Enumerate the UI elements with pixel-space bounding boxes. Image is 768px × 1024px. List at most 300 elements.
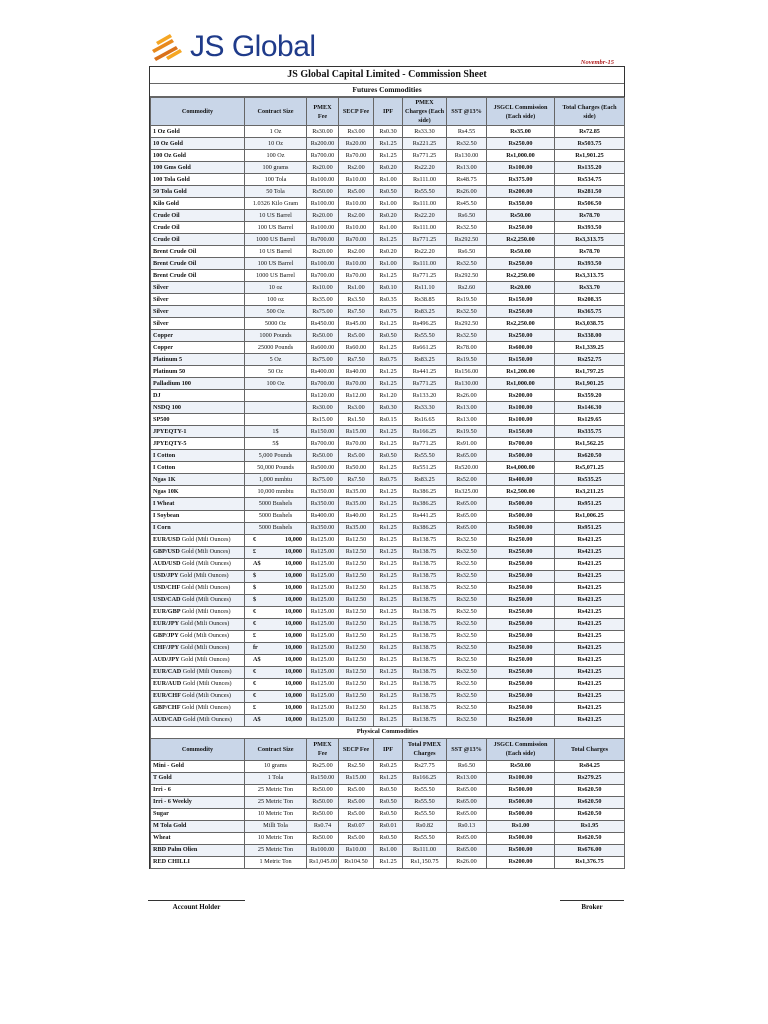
fx-pair: GBP/CHF	[153, 704, 181, 712]
table-cell: Rs1.50	[339, 414, 374, 426]
table-cell: Rs250.00	[487, 306, 555, 318]
table-cell: Rs125.00	[307, 702, 339, 714]
futures-row	[151, 522, 625, 534]
fx-description: Gold (Mili Ounces)	[182, 560, 231, 568]
table-cell: Rs1.00	[487, 820, 555, 832]
table-cell: Rs292.50	[447, 270, 487, 282]
table-cell: Crude Oil	[151, 222, 245, 234]
table-cell: Rs1.25	[374, 666, 403, 678]
table-cell: Rs55.50	[403, 796, 447, 808]
table-cell: Rs50.00	[307, 808, 339, 820]
table-cell: 5000 Bushels	[245, 522, 307, 534]
fx-gold-row	[151, 702, 625, 714]
table-cell: 100 oz	[245, 294, 307, 306]
contract-amount: 10,000	[284, 704, 302, 712]
table-cell: Platinum 50	[151, 366, 245, 378]
physical-row	[151, 820, 625, 832]
table-cell: Rs32.50	[447, 606, 487, 618]
table-cell: Rs12.50	[339, 606, 374, 618]
table-cell: Rs0.50	[374, 832, 403, 844]
table-cell: Silver	[151, 306, 245, 318]
table-cell: Rs1,150.75	[403, 856, 447, 868]
table-cell: Rs166.25	[403, 772, 447, 784]
fx-pair: USD/CHF	[153, 584, 180, 592]
table-cell: Rs78.00	[447, 342, 487, 354]
table-cell	[151, 594, 245, 606]
contract-amount: 10,000	[284, 620, 302, 628]
table-cell: 1 Oz	[245, 126, 307, 138]
table-cell: Rs50.00	[487, 760, 555, 772]
table-cell: 50 Tola Gold	[151, 186, 245, 198]
table-cell: Sugar	[151, 808, 245, 820]
table-cell: Rs250.00	[487, 594, 555, 606]
table-cell: Rs0.50	[374, 450, 403, 462]
futures-row	[151, 138, 625, 150]
table-cell: Rs50.00	[487, 210, 555, 222]
table-cell: Rs1,000.00	[487, 150, 555, 162]
table-cell: Rs250.00	[487, 678, 555, 690]
table-cell: 100 Oz	[245, 378, 307, 390]
table-cell: Rs386.25	[403, 498, 447, 510]
table-cell: Rs350.00	[307, 486, 339, 498]
table-cell: Rs65.00	[447, 796, 487, 808]
table-cell: Rs12.50	[339, 714, 374, 726]
fx-gold-row	[151, 642, 625, 654]
table-cell: Rs350.00	[307, 498, 339, 510]
table-cell: Rs12.50	[339, 594, 374, 606]
futures-row	[151, 354, 625, 366]
table-cell: Rs1.25	[374, 342, 403, 354]
table-cell	[151, 618, 245, 630]
table-cell: Rs951.25	[555, 522, 625, 534]
table-cell: Rs100.00	[487, 414, 555, 426]
table-cell: Rs250.00	[487, 330, 555, 342]
table-cell: Rs500.00	[487, 450, 555, 462]
table-cell: Rs250.00	[487, 534, 555, 546]
table-cell: Rs65.00	[447, 844, 487, 856]
table-cell: Rs0.50	[374, 186, 403, 198]
table-cell: RED CHILLI	[151, 856, 245, 868]
table-cell: Rs19.50	[447, 354, 487, 366]
physical-section-title: Physical Commodities	[151, 726, 625, 738]
table-cell: Rs1.25	[374, 594, 403, 606]
table-cell: Rs65.00	[447, 510, 487, 522]
table-cell: Rs1.20	[374, 390, 403, 402]
fx-description: Gold (Mili Ounces)	[181, 584, 231, 592]
table-cell: Rs421.25	[555, 606, 625, 618]
fx-description: Gold (Mili Ounces)	[183, 716, 232, 724]
table-cell: Rs1.25	[374, 702, 403, 714]
table-cell: Rs250.00	[487, 258, 555, 270]
table-cell: Rs200.00	[487, 856, 555, 868]
table-cell: Rs500.00	[307, 462, 339, 474]
table-cell: Rs1,797.25	[555, 366, 625, 378]
table-cell: Rs1,376.75	[555, 856, 625, 868]
table-cell: Rs421.25	[555, 534, 625, 546]
table-cell: Rs32.50	[447, 330, 487, 342]
fx-description: Gold (Mili Ounces)	[182, 668, 232, 676]
table-cell: Rs503.75	[555, 138, 625, 150]
table-cell	[151, 546, 245, 558]
futures-row	[151, 402, 625, 414]
table-cell: Rs1,006.25	[555, 510, 625, 522]
table-cell: Rs1.25	[374, 234, 403, 246]
fx-pair: EUR/USD	[153, 536, 181, 544]
table-cell: Rs78.70	[555, 246, 625, 258]
table-cell: Rs111.00	[403, 174, 447, 186]
table-cell: Rs5.00	[339, 784, 374, 796]
table-cell: Rs250.00	[487, 222, 555, 234]
table-cell: 100 US Barrel	[245, 258, 307, 270]
table-cell: Rs250.00	[487, 570, 555, 582]
table-cell: Rs0.75	[374, 306, 403, 318]
table-cell: Rs250.00	[487, 666, 555, 678]
table-cell: Rs11.10	[403, 282, 447, 294]
table-cell: Rs421.25	[555, 690, 625, 702]
table-cell: Rs100.00	[487, 402, 555, 414]
table-cell: Rs1.25	[374, 318, 403, 330]
table-cell: Rs400.00	[307, 366, 339, 378]
table-cell: Rs1.25	[374, 438, 403, 450]
table-cell: Rs33.30	[403, 126, 447, 138]
column-header: SECP Fee	[339, 738, 374, 760]
table-cell: Rs200.00	[487, 186, 555, 198]
table-cell: Rs55.50	[403, 808, 447, 820]
table-cell: Rs1,901.25	[555, 378, 625, 390]
table-cell	[245, 594, 307, 606]
table-cell: Rs2,250.00	[487, 318, 555, 330]
futures-row	[151, 342, 625, 354]
table-cell: Rs534.75	[555, 174, 625, 186]
table-cell	[151, 630, 245, 642]
table-cell: Rs55.50	[403, 832, 447, 844]
fx-gold-row	[151, 546, 625, 558]
table-cell: Rs292.50	[447, 318, 487, 330]
table-cell: Copper	[151, 330, 245, 342]
table-cell: Rs104.50	[339, 856, 374, 868]
table-cell: Rs6.50	[447, 210, 487, 222]
table-cell: 10 Oz	[245, 138, 307, 150]
table-cell: Rs20.00	[307, 162, 339, 174]
table-cell: Rs78.70	[555, 210, 625, 222]
table-cell: 1000 Pounds	[245, 330, 307, 342]
table-cell: Rs250.00	[487, 606, 555, 618]
fx-pair: AUD/JPY	[153, 656, 180, 664]
table-cell: Rs0.50	[374, 784, 403, 796]
table-cell: Rs500.00	[487, 796, 555, 808]
futures-row	[151, 198, 625, 210]
table-cell: Rs5.00	[339, 808, 374, 820]
fx-gold-row	[151, 570, 625, 582]
table-cell: Rs19.50	[447, 426, 487, 438]
table-cell: Rs138.75	[403, 630, 447, 642]
futures-row	[151, 438, 625, 450]
table-cell: Ngas 10K	[151, 486, 245, 498]
table-cell: Rs281.50	[555, 186, 625, 198]
table-cell: Rs1,000.00	[487, 378, 555, 390]
table-cell: Rs26.00	[447, 186, 487, 198]
table-cell	[245, 414, 307, 426]
table-cell: Rs1.25	[374, 510, 403, 522]
table-cell: I Soybean	[151, 510, 245, 522]
table-cell: Rs75.00	[307, 306, 339, 318]
table-cell: Rs1.25	[374, 522, 403, 534]
table-cell: Rs50.00	[307, 330, 339, 342]
futures-row	[151, 426, 625, 438]
fx-gold-row	[151, 654, 625, 666]
table-cell: Rs70.00	[339, 438, 374, 450]
table-cell: Rs10.00	[339, 198, 374, 210]
physical-row	[151, 832, 625, 844]
table-cell: Rs138.75	[403, 654, 447, 666]
futures-row	[151, 510, 625, 522]
fx-pair: AUD/USD	[153, 560, 181, 568]
table-cell: Rs12.50	[339, 570, 374, 582]
table-cell: Rs146.30	[555, 402, 625, 414]
table-cell: 10 Metric Ton	[245, 832, 307, 844]
table-cell	[245, 558, 307, 570]
table-cell: Rs0.25	[374, 760, 403, 772]
table-cell: Rs0.75	[374, 354, 403, 366]
table-cell: Rs100.00	[487, 772, 555, 784]
table-cell: Rs0.15	[374, 414, 403, 426]
fx-pair: EUR/GBP	[153, 608, 181, 616]
table-cell: Rs125.00	[307, 582, 339, 594]
table-cell: Rs1.25	[374, 642, 403, 654]
table-cell: Rs441.25	[403, 510, 447, 522]
fx-description: Gold (Mili Ounces)	[179, 572, 229, 580]
currency-symbol: €	[253, 620, 257, 628]
table-cell: Rs32.50	[447, 306, 487, 318]
table-cell: Rs500.00	[487, 522, 555, 534]
table-cell: Rs250.00	[487, 138, 555, 150]
table-cell: Rs600.00	[487, 342, 555, 354]
table-cell: Rs5.00	[339, 832, 374, 844]
table-cell: Mini - Gold	[151, 760, 245, 772]
column-header: Total PMEX Charges	[403, 738, 447, 760]
table-cell: Palladium 100	[151, 378, 245, 390]
table-cell: Rs30.00	[307, 402, 339, 414]
table-cell: Rs38.85	[403, 294, 447, 306]
table-cell: Rs32.50	[447, 714, 487, 726]
table-cell: Rs32.50	[447, 570, 487, 582]
table-cell	[151, 582, 245, 594]
table-cell: I Cotton	[151, 450, 245, 462]
table-cell: 100 Tola Gold	[151, 174, 245, 186]
table-cell: Rs250.00	[487, 702, 555, 714]
table-cell: Rs250.00	[487, 558, 555, 570]
table-cell: Rs441.25	[403, 366, 447, 378]
commission-table	[150, 97, 625, 869]
fx-pair: EUR/CHF	[153, 692, 181, 700]
table-cell: Rs386.25	[403, 486, 447, 498]
table-cell: Rs22.20	[403, 210, 447, 222]
table-cell: Rs1.25	[374, 366, 403, 378]
table-cell: Rs45.50	[447, 198, 487, 210]
table-cell: Irri - 6	[151, 784, 245, 796]
column-header: IPF	[374, 738, 403, 760]
table-cell: Rs12.50	[339, 534, 374, 546]
table-cell: 10,000 mmbtu	[245, 486, 307, 498]
table-cell: Rs75.00	[307, 354, 339, 366]
fx-pair: EUR/JPY	[153, 620, 179, 628]
table-cell	[151, 678, 245, 690]
currency-symbol: A$	[253, 716, 261, 724]
table-cell: Rs0.20	[374, 162, 403, 174]
table-cell: I Cotton	[151, 462, 245, 474]
table-cell: Rs138.75	[403, 618, 447, 630]
table-cell: Rs1.25	[374, 462, 403, 474]
table-cell: Rs35.00	[307, 294, 339, 306]
table-cell: Rs0.20	[374, 246, 403, 258]
table-cell: Rs125.00	[307, 534, 339, 546]
table-cell: Rs1.00	[374, 844, 403, 856]
table-cell: Rs125.00	[307, 666, 339, 678]
table-cell: Rs500.00	[487, 844, 555, 856]
table-cell: 1 Tola	[245, 772, 307, 784]
table-cell: Rs33.70	[555, 282, 625, 294]
table-cell: Rs138.75	[403, 546, 447, 558]
table-cell: Rs1,562.25	[555, 438, 625, 450]
table-cell: Rs138.75	[403, 558, 447, 570]
fx-pair: GBP/USD	[153, 548, 180, 556]
table-cell: Rs133.20	[403, 390, 447, 402]
table-cell: Rs138.75	[403, 666, 447, 678]
contract-amount: 10,000	[284, 644, 302, 652]
table-cell: Rs16.65	[403, 414, 447, 426]
table-cell: Rs12.50	[339, 702, 374, 714]
table-cell	[245, 702, 307, 714]
table-cell: Rs15.00	[339, 426, 374, 438]
futures-row	[151, 450, 625, 462]
physical-row	[151, 784, 625, 796]
table-cell: Rs150.00	[487, 426, 555, 438]
table-cell: 5$	[245, 438, 307, 450]
table-cell: Milli Tola	[245, 820, 307, 832]
table-cell: 100 Tola	[245, 174, 307, 186]
column-header: Contract Size	[245, 738, 307, 760]
fx-pair: CHF/JPY	[153, 644, 179, 652]
table-cell: Rs421.25	[555, 618, 625, 630]
table-cell: Rs150.00	[307, 772, 339, 784]
table-cell: Rs32.50	[447, 690, 487, 702]
currency-symbol: €	[253, 680, 257, 688]
table-cell: Rs12.50	[339, 690, 374, 702]
column-header: PMEX Fee	[307, 98, 339, 126]
table-cell: Rs130.00	[447, 378, 487, 390]
table-cell: Rs100.00	[487, 162, 555, 174]
table-cell: T Gold	[151, 772, 245, 784]
table-cell: Rs26.00	[447, 390, 487, 402]
table-cell: Rs250.00	[487, 630, 555, 642]
column-header: IPF	[374, 98, 403, 126]
table-cell: Rs252.75	[555, 354, 625, 366]
table-cell: RBD Palm Olien	[151, 844, 245, 856]
table-cell: Rs0.50	[374, 330, 403, 342]
table-cell: Rs421.25	[555, 654, 625, 666]
table-cell: Rs32.50	[447, 618, 487, 630]
table-cell	[245, 618, 307, 630]
table-cell: 10 oz	[245, 282, 307, 294]
futures-row	[151, 258, 625, 270]
table-cell: Rs365.75	[555, 306, 625, 318]
table-cell: Rs221.25	[403, 138, 447, 150]
table-cell: Rs5.00	[339, 796, 374, 808]
table-cell: JPYEQTY-1	[151, 426, 245, 438]
contract-amount: 10,000	[284, 632, 302, 640]
fx-gold-row	[151, 618, 625, 630]
table-cell: Rs32.50	[447, 702, 487, 714]
table-cell: 1.0326 Kilo Gram	[245, 198, 307, 210]
table-cell: Rs52.00	[447, 474, 487, 486]
column-header: SECP Fee	[339, 98, 374, 126]
table-cell: Rs20.00	[307, 210, 339, 222]
table-cell: Rs421.25	[555, 642, 625, 654]
table-cell: Rs3,038.75	[555, 318, 625, 330]
table-cell: Rs771.25	[403, 270, 447, 282]
table-cell: 10 grams	[245, 760, 307, 772]
futures-section-title: Futures Commodities	[150, 84, 624, 97]
table-cell: Rs3.50	[339, 294, 374, 306]
table-cell: Rs13.00	[447, 162, 487, 174]
table-cell: Rs1.25	[374, 426, 403, 438]
table-cell: Rs1,200.00	[487, 366, 555, 378]
table-cell: Rs100.00	[307, 844, 339, 856]
table-cell: Rs7.50	[339, 354, 374, 366]
table-cell: Rs65.00	[447, 784, 487, 796]
table-cell: Rs0.30	[374, 402, 403, 414]
table-cell: Rs3.00	[339, 402, 374, 414]
table-cell: Rs150.00	[307, 426, 339, 438]
table-cell: Rs551.25	[403, 462, 447, 474]
table-cell: Rs125.00	[307, 678, 339, 690]
table-cell: Rs421.25	[555, 702, 625, 714]
fx-description: Gold (Mili Ounces)	[181, 536, 231, 544]
table-cell: Rs1.25	[374, 486, 403, 498]
table-cell: Rs35.00	[487, 126, 555, 138]
table-cell	[151, 702, 245, 714]
table-cell: Rs48.75	[447, 174, 487, 186]
currency-symbol: €	[253, 536, 257, 544]
table-cell	[151, 666, 245, 678]
table-cell	[151, 534, 245, 546]
table-cell: Rs375.00	[487, 174, 555, 186]
table-cell: Rs3,211.25	[555, 486, 625, 498]
table-cell: Rs0.35	[374, 294, 403, 306]
table-cell: Rs32.50	[447, 642, 487, 654]
table-cell: 5000 Oz	[245, 318, 307, 330]
table-cell: Rs150.00	[487, 294, 555, 306]
table-cell: Rs12.50	[339, 630, 374, 642]
table-cell: Rs500.00	[487, 808, 555, 820]
table-cell: 1 Oz Gold	[151, 126, 245, 138]
fx-pair: USD/CAD	[153, 596, 181, 604]
table-cell: Rs400.00	[307, 510, 339, 522]
table-cell	[245, 714, 307, 726]
table-cell: Rs951.25	[555, 498, 625, 510]
fx-gold-row	[151, 630, 625, 642]
table-cell: Rs0.20	[374, 210, 403, 222]
table-cell: Rs111.00	[403, 844, 447, 856]
table-cell: Rs0.30	[374, 126, 403, 138]
table-cell: Rs6.50	[447, 246, 487, 258]
table-cell: Rs32.50	[447, 138, 487, 150]
table-cell	[245, 402, 307, 414]
table-cell: Rs50.00	[487, 246, 555, 258]
contract-amount: 10,000	[284, 596, 302, 604]
futures-row	[151, 174, 625, 186]
table-cell: Wheat	[151, 832, 245, 844]
